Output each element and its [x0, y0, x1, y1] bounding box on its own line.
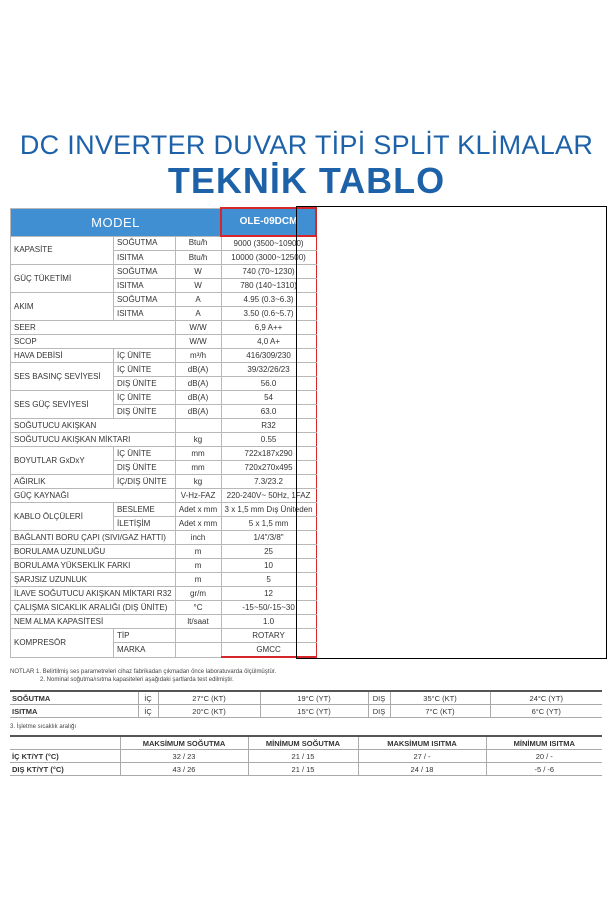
- spec-row: [11, 629, 317, 643]
- spec-unit: [175, 629, 221, 643]
- page-title-line1: DC INVERTER DUVAR TİPİ SPLİT KLİMALAR: [19, 130, 594, 160]
- spec-value: 10: [221, 559, 316, 573]
- condition-ic-yt: 19°C (YT): [260, 691, 368, 705]
- condition-ic: İÇ: [138, 691, 158, 705]
- condition-dis: DIŞ: [368, 691, 390, 705]
- spec-label: SCOP: [11, 335, 176, 349]
- spec-unit: °C: [175, 601, 221, 615]
- spec-label: KABLO ÖLÇÜLERİ: [11, 503, 114, 531]
- spec-value: 780 (140~1310): [221, 279, 316, 293]
- spec-value: 6,9 A++: [221, 321, 316, 335]
- condition-dis-yt: 6°C (YT): [490, 705, 602, 718]
- spec-value: 10000 (3000~12500): [221, 251, 316, 265]
- range-label: 3. İşletme sıcaklık aralığı: [10, 724, 77, 730]
- spec-value: 416/309/230: [221, 349, 316, 363]
- spec-row: [11, 321, 317, 335]
- spec-row: [11, 236, 317, 251]
- spec-sublabel: İÇ ÜNİTE: [113, 391, 175, 405]
- spec-value: 3 x 1,5 mm Dış Üniteden: [221, 503, 316, 517]
- spec-unit: mm: [175, 461, 221, 475]
- spec-unit: m: [175, 573, 221, 587]
- test-conditions-table: [10, 690, 602, 718]
- condition-ic-kt: 20°C (KT): [158, 705, 260, 718]
- spec-value: 54: [221, 391, 316, 405]
- spec-sublabel: İÇ ÜNİTE: [113, 447, 175, 461]
- range-corner: [10, 736, 120, 750]
- condition-mode: SOĞUTMA: [10, 691, 138, 705]
- spec-unit: A: [175, 293, 221, 307]
- spec-row: [11, 349, 317, 363]
- spec-label: BAĞLANTI BORU ÇAPI (SIVI/GAZ HATTI): [11, 531, 176, 545]
- range-value: 32 / 23: [120, 750, 248, 763]
- spec-sublabel: MARKA: [113, 643, 175, 658]
- spec-sublabel: DIŞ ÜNİTE: [113, 461, 175, 475]
- spec-row: [11, 265, 317, 279]
- range-header-row: [10, 736, 602, 750]
- condition-ic-kt: 27°C (KT): [158, 691, 260, 705]
- spec-sublabel: İÇ/DIŞ ÜNİTE: [113, 475, 175, 489]
- range-value: -5 / -6: [486, 763, 602, 776]
- spec-unit: W/W: [175, 335, 221, 349]
- spec-unit: W: [175, 265, 221, 279]
- range-value: 21 / 15: [248, 750, 358, 763]
- spec-value: 740 (70~1230): [221, 265, 316, 279]
- spec-row: [11, 391, 317, 405]
- range-row-label: DIŞ KT/YT (°C): [10, 763, 120, 776]
- range-value: 21 / 15: [248, 763, 358, 776]
- spec-sublabel: İLETİŞİM: [113, 517, 175, 531]
- spec-label: BOYUTLAR GxDxY: [11, 447, 114, 475]
- spec-row: [11, 363, 317, 377]
- spec-unit: Btu/h: [175, 236, 221, 251]
- range-header: MİNİMUM SOĞUTMA: [248, 736, 358, 750]
- condition-dis-kt: 35°C (KT): [390, 691, 490, 705]
- spec-unit: dB(A): [175, 391, 221, 405]
- spec-label: NEM ALMA KAPASİTESİ: [11, 615, 176, 629]
- spec-value: 4,0 A+: [221, 335, 316, 349]
- spec-unit: kg: [175, 433, 221, 447]
- range-row: [10, 763, 602, 776]
- model-value: OLE-09DCM: [221, 208, 316, 236]
- spec-row: [11, 419, 317, 433]
- note-2: 2. Nominal soğutma/ısıtma kapasiteleri aşağıdaki şartlarda test edilmiştir.: [40, 677, 234, 683]
- spec-sublabel: SOĞUTMA: [113, 236, 175, 251]
- spec-row: [11, 335, 317, 349]
- spec-value: 1.0: [221, 615, 316, 629]
- range-row-label: İÇ KT/YT (°C): [10, 750, 120, 763]
- spec-label: GÜÇ KAYNAĞI: [11, 489, 176, 503]
- spec-value: R32: [221, 419, 316, 433]
- spec-sublabel: BESLEME: [113, 503, 175, 517]
- spec-value: 4.95 (0.3~6.3): [221, 293, 316, 307]
- spec-row: [11, 559, 317, 573]
- spec-row: [11, 503, 317, 517]
- spec-sublabel: DIŞ ÜNİTE: [113, 405, 175, 419]
- spec-row: [11, 293, 317, 307]
- spec-sublabel: İÇ ÜNİTE: [113, 349, 175, 363]
- spec-table: [10, 207, 317, 658]
- spec-label: HAVA DEBİSİ: [11, 349, 114, 363]
- spec-value: 720x270x495: [221, 461, 316, 475]
- spec-sublabel: SOĞUTMA: [113, 265, 175, 279]
- spec-label: SEER: [11, 321, 176, 335]
- spec-unit: [175, 419, 221, 433]
- spec-sublabel: ISITMA: [113, 279, 175, 293]
- spec-row: [11, 615, 317, 629]
- spec-sublabel: TİP: [113, 629, 175, 643]
- notes: [10, 668, 276, 684]
- spec-value: -15~50/-15~30: [221, 601, 316, 615]
- spec-value: 0.55: [221, 433, 316, 447]
- spec-value: 722x187x290: [221, 447, 316, 461]
- spec-row: [11, 587, 317, 601]
- condition-mode: ISITMA: [10, 705, 138, 718]
- spec-value: 220-240V~ 50Hz, 1FAZ: [221, 489, 316, 503]
- spec-label: BORULAMA YÜKSEKLİK FARKI: [11, 559, 176, 573]
- condition-dis-kt: 7°C (KT): [390, 705, 490, 718]
- range-value: 24 / 18: [358, 763, 486, 776]
- spec-label: AKIM: [11, 293, 114, 321]
- spec-row: [11, 489, 317, 503]
- spec-row: [11, 475, 317, 489]
- spec-unit: [175, 643, 221, 658]
- spec-label: KOMPRESÖR: [11, 629, 114, 658]
- range-header: MAKSİMUM ISITMA: [358, 736, 486, 750]
- spec-row: [11, 531, 317, 545]
- spec-row: [11, 545, 317, 559]
- spec-label: SES BASINÇ SEVİYESİ: [11, 363, 114, 391]
- range-row: [10, 750, 602, 763]
- spec-unit: A: [175, 307, 221, 321]
- condition-row: [10, 705, 602, 718]
- spec-row: [11, 601, 317, 615]
- spec-unit: W: [175, 279, 221, 293]
- range-value: 20 / -: [486, 750, 602, 763]
- condition-dis: DIŞ: [368, 705, 390, 718]
- condition-row: [10, 691, 602, 705]
- spec-value: 56.0: [221, 377, 316, 391]
- spec-label: BORULAMA UZUNLUĞU: [11, 545, 176, 559]
- spec-row: [11, 447, 317, 461]
- spec-value: 7.3/23.2: [221, 475, 316, 489]
- spec-unit: m³/h: [175, 349, 221, 363]
- spec-unit: inch: [175, 531, 221, 545]
- spec-sublabel: SOĞUTMA: [113, 293, 175, 307]
- spec-label: SOĞUTUCU AKIŞKAN: [11, 419, 176, 433]
- spec-unit: dB(A): [175, 363, 221, 377]
- spec-label: AĞIRLIK: [11, 475, 114, 489]
- spec-value: ROTARY: [221, 629, 316, 643]
- condition-dis-yt: 24°C (YT): [490, 691, 602, 705]
- spec-unit: kg: [175, 475, 221, 489]
- spec-value: 3.50 (0.6~5.7): [221, 307, 316, 321]
- spec-unit: Btu/h: [175, 251, 221, 265]
- spec-sublabel: ISITMA: [113, 307, 175, 321]
- spec-label: İLAVE SOĞUTUCU AKIŞKAN MİKTARI R32: [11, 587, 176, 601]
- range-header: MİNİMUM ISITMA: [486, 736, 602, 750]
- spec-value: 39/32/26/23: [221, 363, 316, 377]
- spec-value: 25: [221, 545, 316, 559]
- range-header: MAKSİMUM SOĞUTMA: [120, 736, 248, 750]
- spec-unit: dB(A): [175, 405, 221, 419]
- spec-row: [11, 573, 317, 587]
- spec-label: ÇALIŞMA SICAKLIK ARALIĞI (DIŞ ÜNİTE): [11, 601, 176, 615]
- model-header: MODEL: [11, 208, 222, 236]
- spec-unit: m: [175, 559, 221, 573]
- spec-value: 1/4"/3/8": [221, 531, 316, 545]
- spec-value: 9000 (3500~10900): [221, 236, 316, 251]
- spec-unit: Adet x mm: [175, 503, 221, 517]
- spec-sublabel: İÇ ÜNİTE: [113, 363, 175, 377]
- note-1: 1. Belirtilmiş ses parametreleri cihaz fabrikadan çıkmadan önce laboratuvarda ölçülmüştür.: [36, 669, 277, 675]
- spec-row: [11, 433, 317, 447]
- spec-unit: V-Hz-FAZ: [175, 489, 221, 503]
- spec-value: GMCC: [221, 643, 316, 658]
- spec-label: KAPASİTE: [11, 236, 114, 265]
- condition-ic-yt: 15°C (YT): [260, 705, 368, 718]
- operating-range-table: [10, 735, 602, 776]
- spec-unit: m: [175, 545, 221, 559]
- spec-unit: W/W: [175, 321, 221, 335]
- spec-unit: Adet x mm: [175, 517, 221, 531]
- notes-label: NOTLAR: [10, 669, 35, 675]
- spec-sublabel: ISITMA: [113, 251, 175, 265]
- spec-value: 5 x 1,5 mm: [221, 517, 316, 531]
- spec-sublabel: DIŞ ÜNİTE: [113, 377, 175, 391]
- spec-unit: gr/m: [175, 587, 221, 601]
- spec-value: 12: [221, 587, 316, 601]
- spec-value: 63.0: [221, 405, 316, 419]
- spec-unit: lt/saat: [175, 615, 221, 629]
- page-title-line2: TEKNİK TABLO: [167, 160, 446, 201]
- range-value: 27 / -: [358, 750, 486, 763]
- spec-unit: dB(A): [175, 377, 221, 391]
- spec-label: SOĞUTUCU AKIŞKAN MİKTARI: [11, 433, 176, 447]
- spec-label: GÜÇ TÜKETİMİ: [11, 265, 114, 293]
- spec-label: SES GÜÇ SEVİYESİ: [11, 391, 114, 419]
- range-value: 43 / 26: [120, 763, 248, 776]
- spec-unit: mm: [175, 447, 221, 461]
- condition-ic: İÇ: [138, 705, 158, 718]
- spec-value: 5: [221, 573, 316, 587]
- empty-panel: [296, 206, 607, 659]
- spec-label: ŞARJSIZ UZUNLUK: [11, 573, 176, 587]
